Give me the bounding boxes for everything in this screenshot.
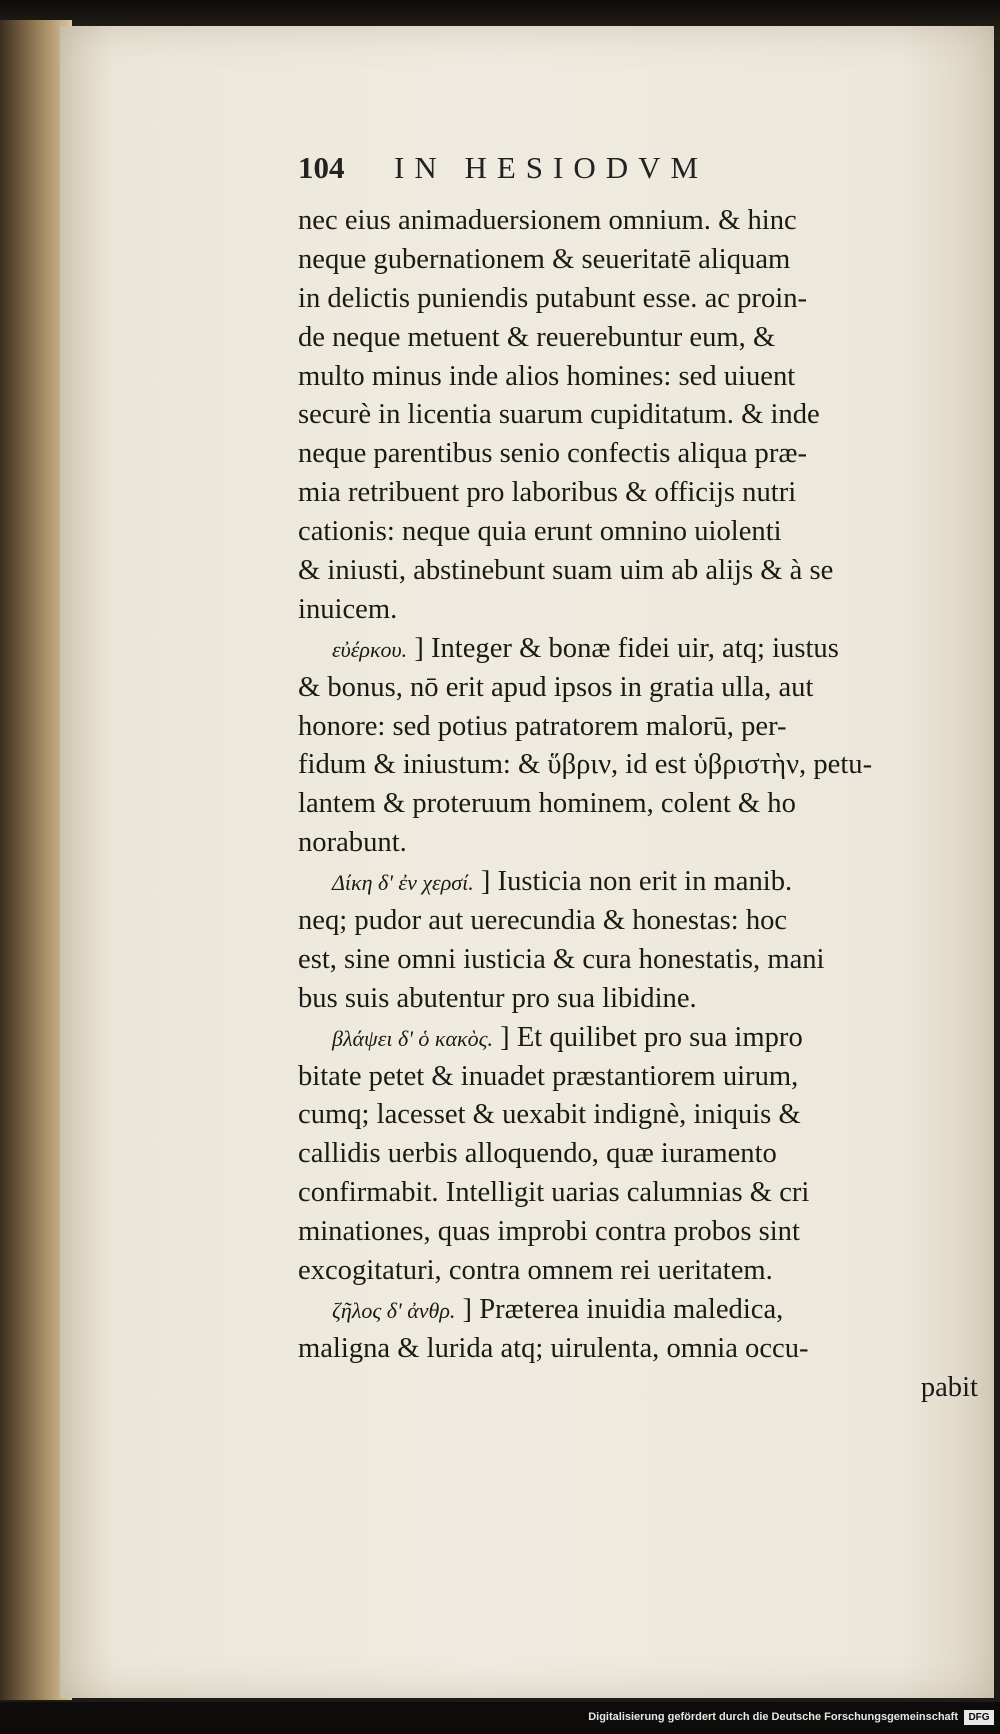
text-line bbox=[298, 824, 978, 863]
text-line bbox=[298, 669, 978, 708]
line-text: & bonus, nō erit apud ipsos in gratia ulla, aut bbox=[298, 671, 814, 703]
line-text: cumq; lacesset & uexabit indignè, iniquis & bbox=[298, 1099, 801, 1131]
text-line bbox=[298, 319, 978, 358]
text-line bbox=[298, 202, 978, 241]
line-text: nec eius animaduersionem omnium. & hinc bbox=[298, 205, 797, 236]
text-line bbox=[298, 980, 978, 1019]
funding-credit: Digitalisierung gefördert durch die Deutsche Forschungsgemeinschaft bbox=[588, 1711, 958, 1723]
digitization-footer bbox=[0, 1702, 1000, 1734]
line-text: excogitaturi, contra omnem rei ueritatem. bbox=[298, 1255, 773, 1287]
text-line bbox=[298, 1369, 978, 1408]
text-line bbox=[298, 708, 978, 747]
body-text bbox=[298, 202, 978, 1408]
line-text: ] Iusticia non erit in manib. bbox=[480, 866, 793, 898]
text-line bbox=[298, 746, 978, 785]
line-text: norabunt. bbox=[298, 827, 407, 859]
line-text: ] Et quilibet pro sua impro bbox=[500, 1021, 803, 1053]
text-line bbox=[298, 1058, 978, 1097]
book-page bbox=[60, 26, 994, 1698]
line-text: neque gubernationem & seueritatē aliquam bbox=[298, 243, 791, 275]
text-line bbox=[298, 591, 978, 630]
line-text: minationes, quas improbi contra probos sint bbox=[298, 1216, 800, 1248]
line-text: ] Præterea inuidia maledica, bbox=[462, 1293, 784, 1325]
line-text: multo minus inde alios homines: sed uiuent bbox=[298, 360, 796, 392]
commentary-lemma-line bbox=[298, 863, 978, 902]
text-line bbox=[298, 1252, 978, 1291]
line-text: mia retribuent pro laboribus & officijs nutri bbox=[298, 477, 797, 509]
text-line bbox=[298, 358, 978, 397]
line-text: pabit bbox=[920, 1371, 978, 1403]
line-text: neq; pudor aut uerecundia & honestas: hoc bbox=[298, 905, 788, 937]
line-text: cationis: neque quia erunt omnino uiolenti bbox=[298, 516, 782, 548]
commentary-lemma-line bbox=[298, 1019, 978, 1058]
line-text: honore: sed potius patratorem malorū, per- bbox=[298, 710, 787, 742]
text-line bbox=[298, 280, 978, 319]
text-line bbox=[298, 474, 978, 513]
commentary-lemma-line bbox=[298, 630, 978, 669]
line-text: & iniusti, abstinebunt suam uim ab alijs & à se bbox=[298, 555, 834, 587]
line-text: est, sine omni iusticia & cura honestatis, mani bbox=[298, 943, 825, 975]
page-number: 104 bbox=[298, 150, 345, 185]
line-text: callidis uerbis alloquendo, quæ iuramento bbox=[298, 1138, 777, 1170]
text-line bbox=[298, 902, 978, 941]
greek-lemma: Δίκη δ' ἐν χερσί. bbox=[332, 870, 474, 896]
line-text: de neque metuent & reuerebuntur eum, & bbox=[298, 321, 776, 353]
text-line bbox=[298, 435, 978, 474]
line-text: bitate petet & inuadet præstantiorem uirum, bbox=[298, 1060, 799, 1092]
text-line bbox=[298, 1330, 978, 1369]
greek-lemma: ζῆλος δ' ἀνθρ. bbox=[332, 1297, 456, 1323]
line-text: fidum & iniustum: & ὕβριν, id est ὑβριστὴν, petu- bbox=[298, 749, 873, 781]
dfg-logo: DFG bbox=[964, 1710, 994, 1725]
line-text: maligna & lurida atq; uirulenta, omnia occu- bbox=[298, 1332, 809, 1364]
text-line bbox=[298, 1174, 978, 1213]
line-text: securè in licentia suarum cupiditatum. & inde bbox=[298, 399, 820, 431]
text-block bbox=[298, 150, 978, 1408]
text-line bbox=[298, 785, 978, 824]
text-line bbox=[298, 1213, 978, 1252]
line-text: in delictis puniendis putabunt esse. ac proin- bbox=[298, 282, 808, 314]
text-line bbox=[298, 513, 978, 552]
line-text: ] Integer & bonæ fidei uir, atq; iustus bbox=[414, 632, 839, 664]
greek-lemma: εὐέρκου. bbox=[332, 636, 408, 662]
text-line bbox=[298, 941, 978, 980]
commentary-lemma-line bbox=[298, 1291, 978, 1330]
line-text: confirmabit. Intelligit uarias calumnias & cri bbox=[298, 1177, 810, 1209]
running-title: IN HESIODVM bbox=[394, 150, 709, 185]
greek-lemma: βλάψει δ' ὁ κακὸς. bbox=[332, 1025, 494, 1051]
text-line bbox=[298, 1096, 978, 1135]
text-line bbox=[298, 396, 978, 435]
text-line bbox=[298, 1135, 978, 1174]
text-line bbox=[298, 552, 978, 591]
page-header bbox=[298, 150, 978, 202]
text-line bbox=[298, 241, 978, 280]
line-text: inuicem. bbox=[298, 593, 398, 625]
line-text: bus suis abutentur pro sua libidine. bbox=[298, 982, 697, 1014]
line-text: neque parentibus senio confectis aliqua præ- bbox=[298, 438, 807, 470]
line-text: lantem & proteruum hominem, colent & ho bbox=[298, 788, 796, 820]
